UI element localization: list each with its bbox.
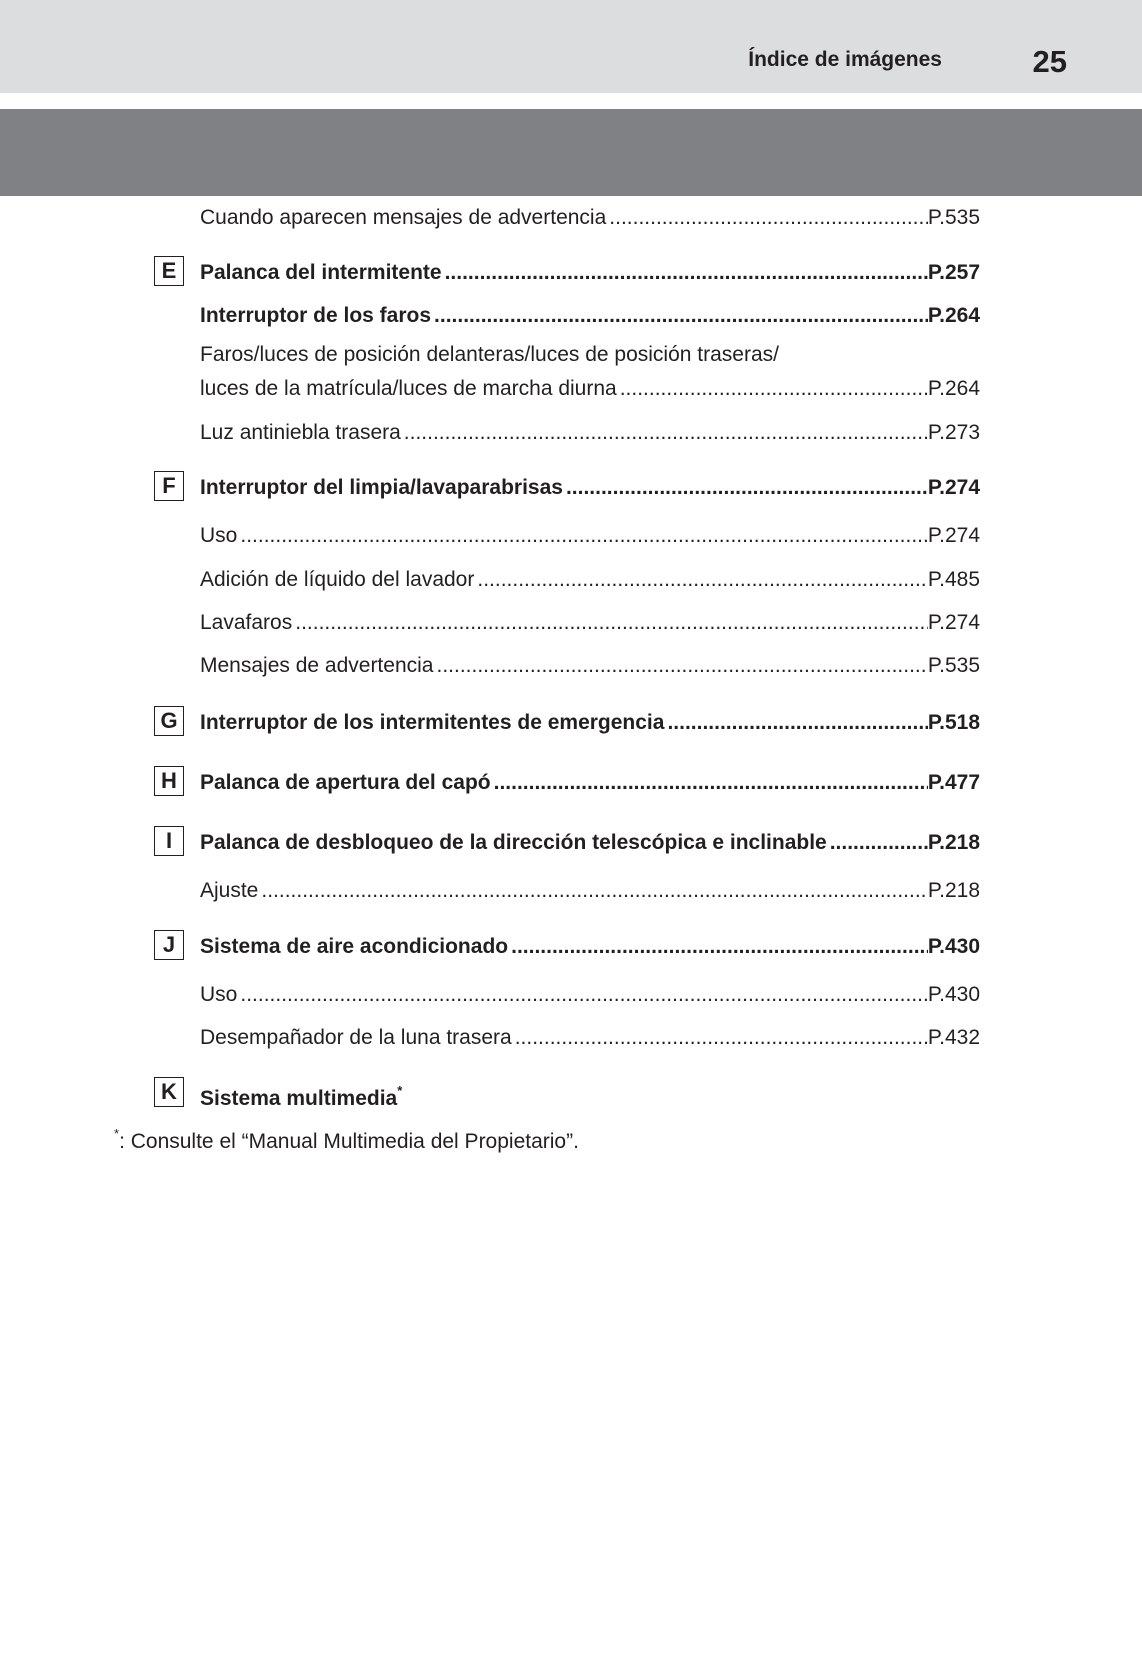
- page-reference: P.430: [927, 935, 980, 958]
- dot-leader: [401, 420, 928, 446]
- entry-label: Cuando aparecen mensajes de advertencia: [200, 206, 607, 229]
- letter-marker-e: E: [154, 256, 184, 286]
- dot-leader: [664, 710, 927, 736]
- entry-label: Uso: [200, 983, 238, 1006]
- index-entry: [200, 519, 980, 549]
- dot-leader: [258, 878, 927, 904]
- page-reference: P.477: [927, 771, 980, 794]
- dot-leader: [827, 830, 928, 856]
- entry-label: Palanca del intermitente: [200, 261, 442, 284]
- dot-leader: [617, 376, 928, 402]
- dot-leader: [606, 205, 928, 231]
- index-entry-heading: [200, 471, 980, 501]
- letter-marker-g: G: [154, 706, 184, 736]
- index-entry: [200, 1021, 980, 1051]
- letter-marker-h: H: [154, 766, 184, 796]
- page-reference: P.430: [927, 983, 980, 1006]
- footnote-mark: *: [397, 1083, 403, 1098]
- entry-label: luces de la matrícula/luces de marcha diurna: [200, 377, 617, 400]
- page-reference: P.518: [927, 711, 980, 734]
- dot-leader: [474, 567, 927, 593]
- entry-label: Adición de líquido del lavador: [200, 568, 475, 591]
- dot-leader: [292, 610, 928, 636]
- page-reference: P.535: [927, 206, 980, 229]
- index-entry-heading: [200, 299, 980, 329]
- index-entry: [200, 649, 980, 679]
- dot-leader: [442, 260, 928, 286]
- dot-leader: [433, 653, 927, 679]
- entry-label: Uso: [200, 524, 238, 547]
- index-entry-heading: [200, 766, 980, 796]
- section-banner: [0, 109, 1142, 196]
- page-reference: P.218: [927, 831, 980, 854]
- entry-label-line: Faros/luces de posición delanteras/luces de posición traseras/: [200, 343, 779, 366]
- index-entry: [200, 201, 980, 231]
- entry-label: Interruptor del limpia/lavaparabrisas: [200, 476, 563, 499]
- page-number: 25: [1032, 44, 1067, 79]
- index-entry-heading: [200, 930, 980, 960]
- dot-leader: [512, 1025, 928, 1051]
- dot-leader: [491, 770, 928, 796]
- entry-label: Palanca de apertura del capó: [200, 771, 491, 794]
- index-entry: [200, 416, 980, 446]
- dot-leader: [508, 934, 928, 960]
- letter-marker-i: I: [154, 826, 184, 856]
- entry-label: Luz antiniebla trasera: [200, 421, 401, 444]
- page-reference: P.274: [927, 611, 980, 634]
- letter-marker-k: K: [154, 1077, 184, 1107]
- index-entry-heading: [200, 706, 980, 736]
- header-band: [0, 0, 1142, 93]
- index-entry-heading: [200, 256, 980, 286]
- dot-leader: [237, 982, 927, 1008]
- page-reference: P.274: [927, 524, 980, 547]
- index-entry-heading: [200, 826, 980, 856]
- page-reference: P.432: [927, 1026, 980, 1049]
- letter-marker-j: J: [154, 930, 184, 960]
- page-reference: P.485: [927, 568, 980, 591]
- entry-label: Palanca de desbloqueo de la dirección telescópica e inclinable: [200, 831, 827, 854]
- footnote-mark: *: [114, 1126, 120, 1141]
- page-reference: P.273: [927, 421, 980, 444]
- page-reference: P.264: [927, 377, 980, 400]
- entry-label: Sistema multimedia: [200, 1087, 398, 1110]
- entry-label: Interruptor de los faros: [200, 304, 432, 327]
- letter-marker-f: F: [154, 471, 184, 501]
- page-reference: P.274: [927, 476, 980, 499]
- index-entry: [200, 372, 980, 402]
- index-entry: [200, 874, 980, 904]
- entry-label: Lavafaros: [200, 611, 293, 634]
- entry-label: Ajuste: [200, 879, 259, 902]
- page-reference: P.257: [927, 261, 980, 284]
- footnote-text: : Consulte el “Manual Multimedia del Propietario”.: [119, 1130, 579, 1153]
- index-entry-heading: [200, 1078, 402, 1112]
- footnote: [114, 1121, 579, 1155]
- page-reference: P.218: [927, 879, 980, 902]
- dot-leader: [431, 303, 928, 329]
- entry-label: Sistema de aire acondicionado: [200, 935, 509, 958]
- section-title: Índice de imágenes: [748, 48, 942, 71]
- page-reference: P.264: [927, 304, 980, 327]
- index-entry: [200, 563, 980, 593]
- index-entry: [200, 978, 980, 1008]
- dot-leader: [563, 475, 928, 501]
- entry-label: Desempañador de la luna trasera: [200, 1026, 512, 1049]
- entry-label: Interruptor de los intermitentes de emergencia: [200, 711, 665, 734]
- index-entry: [200, 606, 980, 636]
- page-reference: P.535: [927, 654, 980, 677]
- dot-leader: [237, 523, 927, 549]
- entry-label: Mensajes de advertencia: [200, 654, 434, 677]
